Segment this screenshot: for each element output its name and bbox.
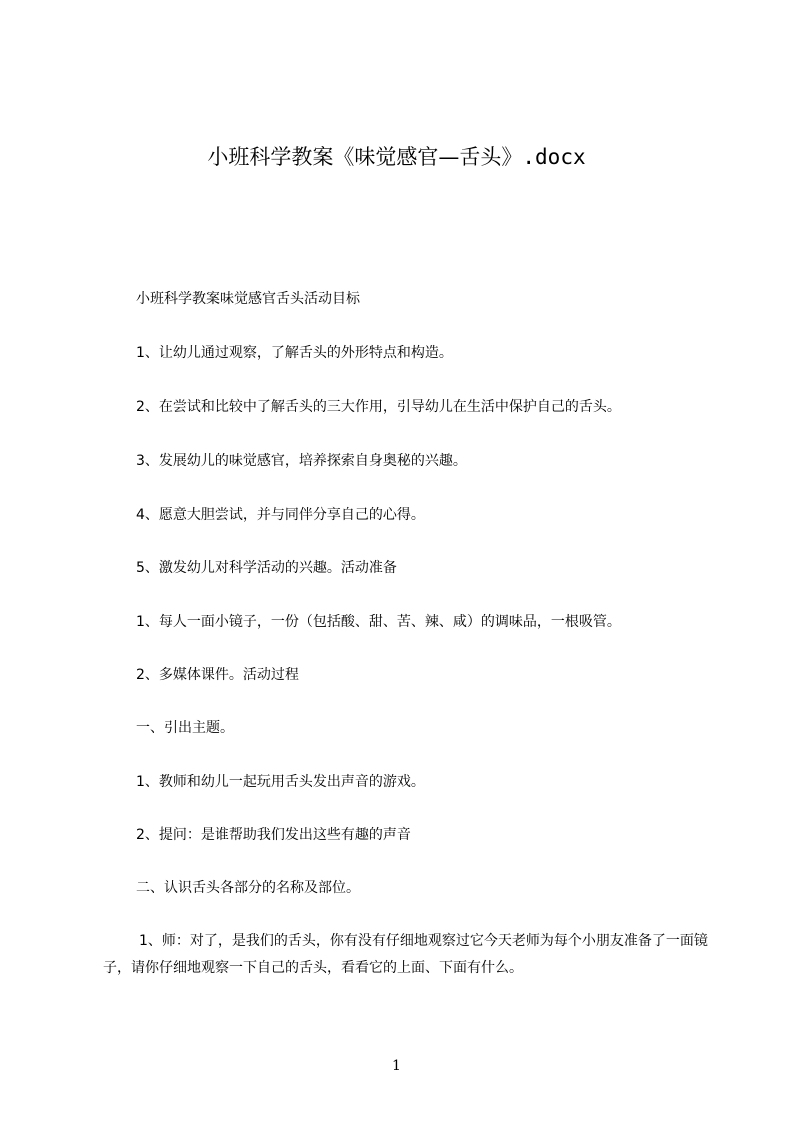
process-step-2: 2、提问：是谁帮助我们发出这些有趣的声音: [136, 827, 411, 843]
process-section-1: 一、引出主题。: [136, 720, 234, 736]
goal-item-1: 1、让幼儿通过观察，了解舌头的外形特点和构造。: [136, 345, 453, 361]
goal-item-4: 4、愿意大胆尝试，并与同伴分享自己的心得。: [136, 507, 425, 523]
title-main: 小班科学教案《味觉感官—舌头》: [207, 145, 523, 169]
body-paragraph: [103, 928, 713, 982]
process-section-2: 二、认识舌头各部分的名称及部位。: [136, 880, 360, 896]
goal-item-2: 2、在尝试和比较中了解舌头的三大作用，引导幼儿在生活中保护自己的舌头。: [136, 399, 621, 415]
heading-activity-goals: 小班科学教案味觉感官舌头活动目标: [136, 291, 360, 307]
page-number: 1: [392, 1058, 401, 1074]
paragraph-text: 1、师：对了，是我们的舌头，你有没有仔细地观察过它今天老师为每个小朋友准备了一面镜子，请你仔细地观察一下自己的舌头，看看它的上面、下面有什么。: [103, 933, 708, 976]
goal-item-5: 5、激发幼儿对科学活动的兴趣。活动准备: [136, 560, 397, 576]
title-extension: .docx: [522, 145, 586, 169]
preparation-item-1: 1、每人一面小镜子，一份（包括酸、甜、苦、辣、咸）的调味品，一根吸管。: [136, 614, 621, 630]
document-title: [0, 142, 793, 172]
goal-item-3: 3、发展幼儿的味觉感官，培养探索自身奥秘的兴趣。: [136, 453, 467, 469]
process-step-1: 1、教师和幼儿一起玩用舌头发出声音的游戏。: [136, 774, 425, 790]
preparation-item-2: 2、多媒体课件。活动过程: [136, 667, 299, 683]
